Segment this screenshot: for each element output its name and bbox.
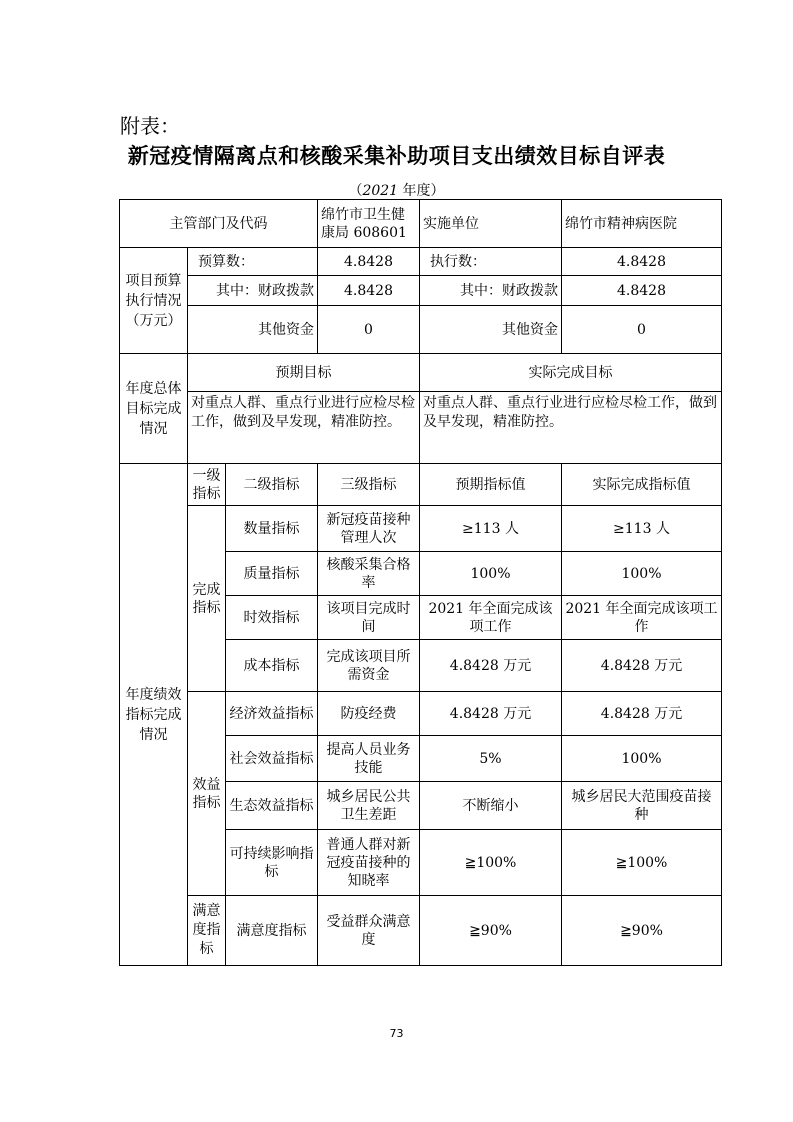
level3-cell: 防疫经费 [318,692,420,736]
budget-label: 预算数： [188,248,318,276]
level2-cell: 时效指标 [226,596,318,640]
fiscal-row [120,276,722,306]
expected-value-cell: 100% [420,552,562,596]
level3-cell: 城乡居民公共卫生差距 [318,782,420,830]
level3-cell: 该项目完成时间 [318,596,420,640]
actual-value-cell: ≥113 人 [562,506,722,552]
year-value: 2021 [362,183,399,199]
other-funds-row [120,306,722,354]
level2-header: 二级指标 [226,464,318,506]
level3-cell: 新冠疫苗接种管理人次 [318,506,420,552]
goals-section-label: 年度总体目标完成情况 [120,354,188,464]
goals-text-row [120,392,722,464]
level2-cell: 质量指标 [226,552,318,596]
fiscal-value: 4.8428 [318,276,420,306]
level3-cell: 提高人员业务技能 [318,736,420,782]
expected-value-header: 预期指标值 [420,464,562,506]
actual-value-cell: ≧100% [562,830,722,896]
actual-value-cell: 城乡居民大范围疫苗接种 [562,782,722,830]
year-open: （ [348,183,363,199]
actual-value-cell: 4.8428 万元 [562,692,722,736]
unit-label: 实施单位 [420,200,562,248]
exec-fiscal-label: 其中：财政拨款 [420,276,562,306]
info-row [120,200,722,248]
expected-value-cell: 不断缩小 [420,782,562,830]
level2-cell: 生态效益指标 [226,782,318,830]
exec-value: 4.8428 [562,248,722,276]
table-row [120,506,722,552]
level3-cell: 受益群众满意度 [318,896,420,966]
level2-cell: 满意度指标 [226,896,318,966]
actual-goal-text: 对重点人群、重点行业进行应检尽检工作，做到及早发现，精准防控。 [420,392,722,464]
expected-value-cell: ≥113 人 [420,506,562,552]
table-row [120,692,722,736]
expected-value-cell: 4.8428 万元 [420,692,562,736]
expected-value-cell: 4.8428 万元 [420,640,562,692]
actual-value-header: 实际完成指标值 [562,464,722,506]
exec-other-label: 其他资金 [420,306,562,354]
expected-value-cell: ≧90% [420,896,562,966]
level2-cell: 可持续影响指标 [226,830,318,896]
actual-value-cell: 2021 年全面完成该项工作 [562,596,722,640]
level2-cell: 社会效益指标 [226,736,318,782]
dept-value: 绵竹市卫生健康局 608601 [318,200,420,248]
level3-header: 三级指标 [318,464,420,506]
page-title: 新冠疫情隔离点和核酸采集补助项目支出绩效目标自评表 [127,143,666,168]
level3-cell: 完成该项目所需资金 [318,640,420,692]
table-row [120,896,722,966]
expected-value-cell: 5% [420,736,562,782]
actual-value-cell: 100% [562,552,722,596]
level2-cell: 成本指标 [226,640,318,692]
budget-row [120,248,722,276]
level1-satisfaction: 满意度指标 [188,896,226,966]
actual-goal-header: 实际完成目标 [420,354,722,392]
exec-other-value: 0 [562,306,722,354]
fiscal-year [0,180,793,200]
level3-cell: 核酸采集合格率 [318,552,420,596]
level1-header: 一级指标 [188,464,226,506]
exec-label: 执行数： [420,248,562,276]
fiscal-label: 其中：财政拨款 [188,276,318,306]
level2-cell: 数量指标 [226,506,318,552]
actual-value-cell: 4.8428 万元 [562,640,722,692]
exec-fiscal-value: 4.8428 [562,276,722,306]
indicators-section-label: 年度绩效指标完成情况 [120,464,188,966]
self-evaluation-table [119,199,722,966]
goals-header-row [120,354,722,392]
level1-benefit: 效益指标 [188,692,226,896]
other-value: 0 [318,306,420,354]
dept-label: 主管部门及代码 [120,200,318,248]
expected-value-cell: 2021 年全面完成该项工作 [420,596,562,640]
level2-cell: 经济效益指标 [226,692,318,736]
expected-value-cell: ≧100% [420,830,562,896]
unit-value: 绵竹市精神病医院 [562,200,722,248]
indicators-header-row [120,464,722,506]
budget-section-label: 项目预算执行情况（万元） [120,248,188,354]
actual-value-cell: 100% [562,736,722,782]
level1-completion: 完成指标 [188,506,226,692]
expected-goal-header: 预期目标 [188,354,420,392]
budget-value: 4.8428 [318,248,420,276]
level3-cell: 普通人群对新冠疫苗接种的知晓率 [318,830,420,896]
other-label: 其他资金 [188,306,318,354]
year-unit: 年度） [398,183,445,199]
actual-value-cell: ≧90% [562,896,722,966]
appendix-label: 附表： [120,114,180,138]
page-number: 73 [389,1027,404,1040]
expected-goal-text: 对重点人群、重点行业进行应检尽检工作，做到及早发现，精准防控。 [188,392,420,464]
